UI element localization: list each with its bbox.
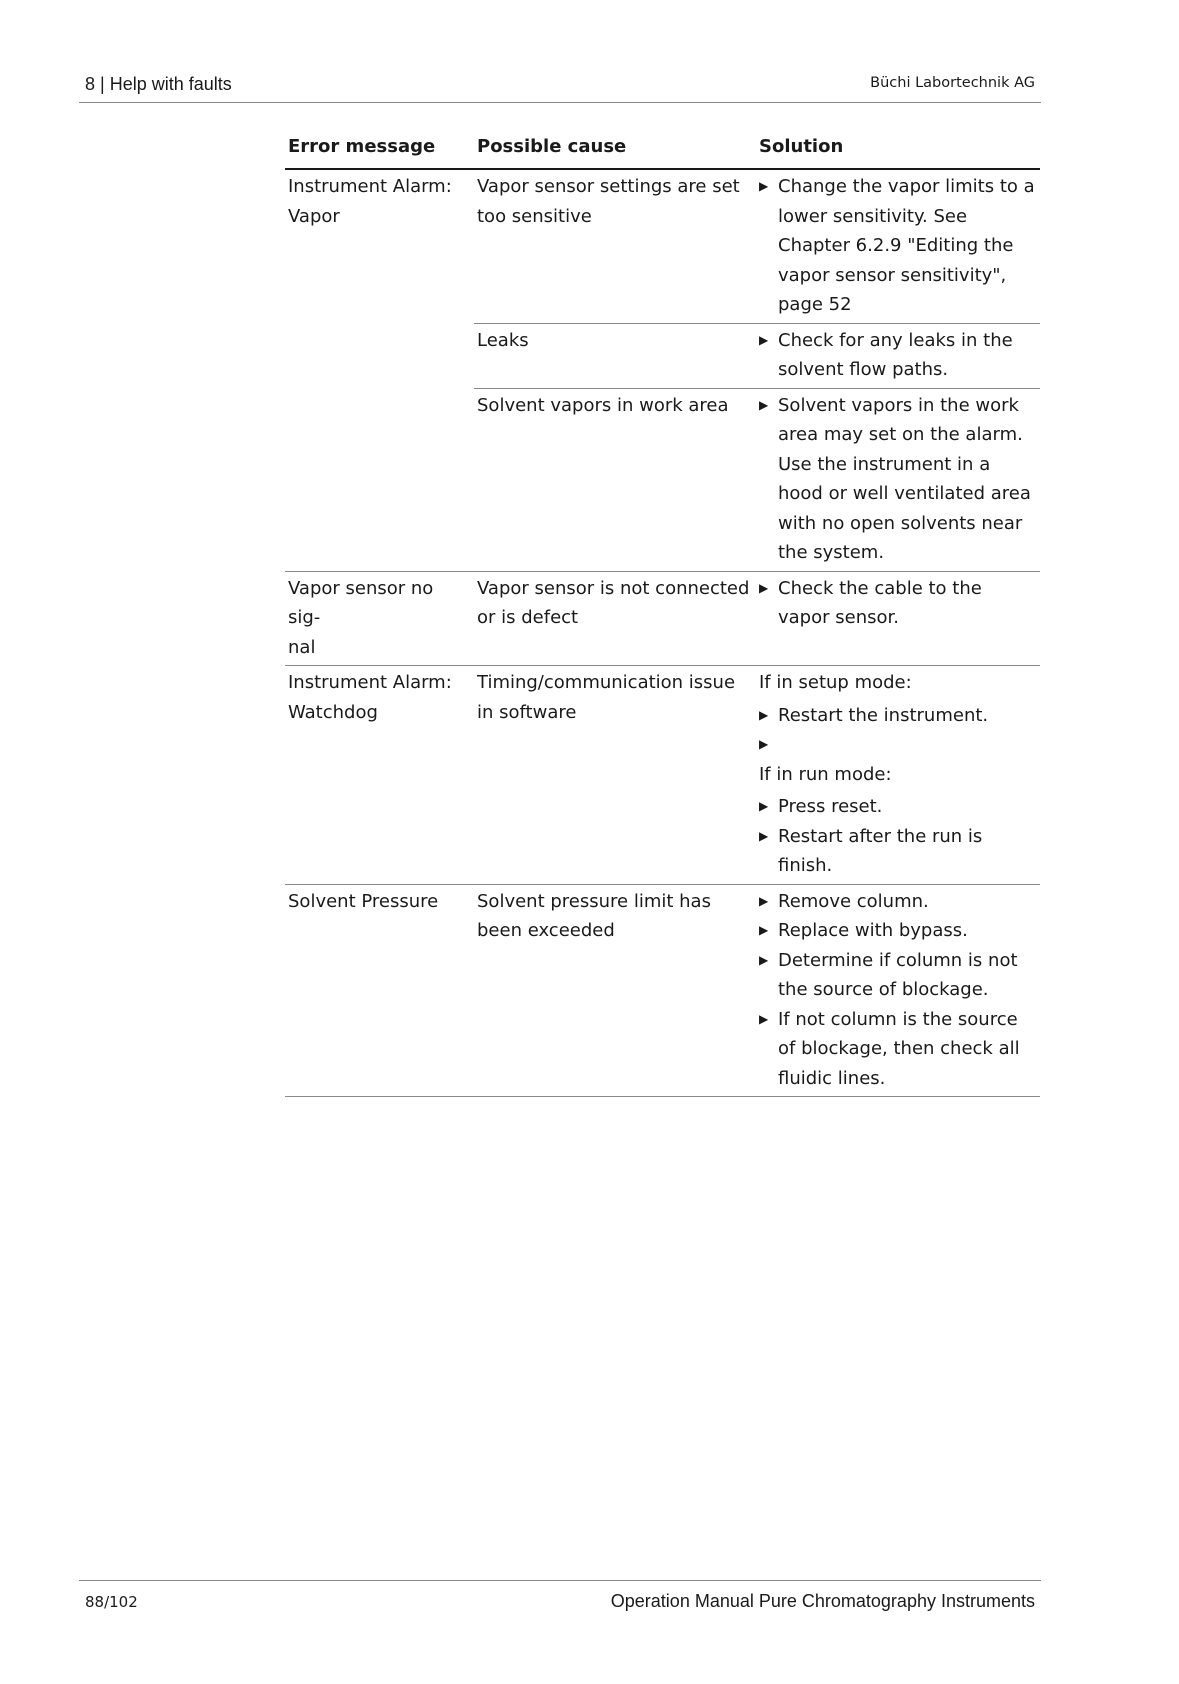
page-header [79,70,1041,103]
table-row [285,169,1040,323]
table-row [285,571,1040,666]
list-item: ▶ Solvent vapors in the work area may set on the alarm. Use the instrument in a hood or well ventilated area with no open solvents near the system. [759,391,1037,568]
cause-cell: Leaks [474,323,756,388]
solution-cell [756,666,1040,885]
list-item: ▶ Restart the instrument. [759,701,1037,731]
list-item: ▶ Replace with bypass. [759,916,1037,946]
table-row [285,884,1040,1097]
list-item: ▶ Change the vapor limits to a lower sensitivity. See Chapter 6.2.9 "Editing the vapor sensor sensitivity", page 52 [759,172,1037,320]
list-item: ▶ Press reset. [759,792,1037,822]
list-item: ▶ Remove column. [759,887,1037,917]
error-message-cell [285,323,474,388]
chapter-title: 8 | Help with faults [85,74,232,94]
solution-cell [756,571,1040,666]
error-message-cell: Solvent Pressure [285,884,474,1097]
list-item: ▶ Determine if column is not the source of blockage. [759,946,1037,1005]
error-message-cell: Instrument Alarm: Vapor [288,176,452,227]
solution-cell [756,169,1040,323]
header-solution: Solution [756,132,1040,169]
list-item [759,730,1037,760]
table-row [285,323,1040,388]
cause-cell: Solvent pressure limit has been exceeded [474,884,756,1097]
list-item: ▶ Restart after the run is finish. [759,822,1037,881]
table-row [285,666,1040,885]
header-possible-cause: Possible cause [474,132,756,169]
cause-cell: Vapor sensor settings are set too sensitive [474,169,756,323]
company-name: Büchi Labortechnik AG [870,75,1035,91]
table-header-row [285,132,1040,169]
header-error-message: Error message [285,132,474,169]
list-item: ▶ If not column is the source of blockage, then check all fluidic lines. [759,1005,1037,1094]
solution-cell [756,884,1040,1097]
document-title: Operation Manual Pure Chromatography Instruments [610,1591,1035,1611]
list-item: ▶ Check the cable to the vapor sensor. [759,574,1037,633]
error-message-cell: Instrument Alarm: Watchdog [285,666,474,885]
error-message-cell [285,388,474,571]
solution-cell [756,388,1040,571]
list-item: ▶ Check for any leaks in the solvent flow paths. [759,326,1037,385]
cause-cell: Solvent vapors in work area [474,388,756,571]
solution-cell [756,323,1040,388]
page-footer [79,1580,1041,1621]
page-number: 88/102 [85,1593,138,1611]
faults-table [285,132,1040,1097]
cause-cell: Vapor sensor is not connected or is defect [474,571,756,666]
run-mode-intro: If in run mode: [759,763,892,785]
error-message-cell: Vapor sensor no sig- nal [285,571,474,666]
table-row [285,388,1040,571]
cause-cell: Timing/communication issue in software [474,666,756,885]
setup-mode-intro: If in setup mode: [759,672,912,693]
